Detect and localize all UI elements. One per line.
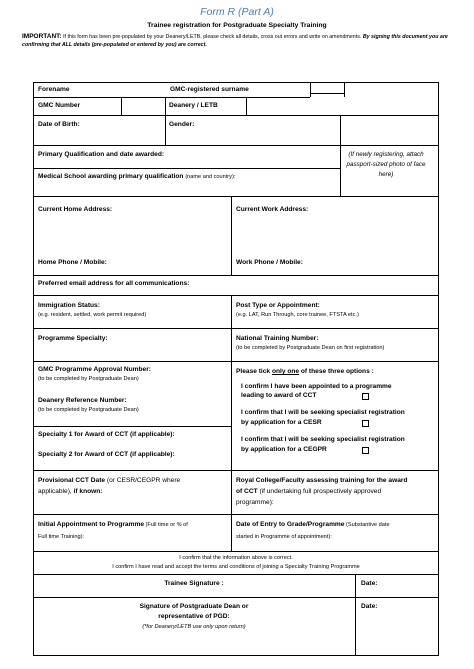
specialty2-label: Specialty 2 for Award of CCT (if applicable): (38, 451, 175, 458)
gmc-surname-label: GMC-registered surname (170, 86, 249, 93)
home-phone-label: Home Phone / Mobile: (38, 259, 107, 266)
option-cegpr-line1: I confirm that I will be seeking specialist registration (241, 436, 405, 443)
deanery-ref-note: (to be completed by Postgraduate Dean) (38, 407, 139, 413)
deanery-label: Deanery / LETB (169, 102, 218, 109)
gender-label: Gender: (169, 121, 195, 128)
prov-cct-note: applicable), if known: (38, 488, 103, 495)
option-cegpr-line2: by application for a CEGPR (241, 446, 327, 453)
option-cegpr-checkbox[interactable] (362, 447, 369, 454)
form-subtitle: Trainee registration for Postgraduate Specialty Training (147, 22, 327, 29)
gmc-number-label: GMC Number (38, 102, 81, 109)
option-cesr-line2: by application for a CESR (241, 419, 322, 426)
trainee-date-label: Date: (361, 580, 378, 587)
option-cesr-checkbox[interactable] (362, 420, 369, 427)
med-school-label: Medical School awarding primary qualification (name and country): (38, 173, 236, 180)
initial-appt-label: Initial Appointment to Programme (Full time or % of (38, 521, 188, 528)
option-cct-line2: leading to award of CCT (241, 392, 317, 399)
royal-college-note: programme): (236, 499, 274, 506)
immigration-note: (e.g. resident, settled, work permit required) (38, 312, 147, 318)
form-title: Form R (Part A) (200, 6, 274, 18)
trainee-signature-label: Trainee Signature : (164, 580, 224, 587)
specialty1-label: Specialty 1 for Award of CCT (if applicable): (38, 431, 175, 438)
important-text: If this form has been pre-populated by your Deanery/LETB, please check all details, cross out errors and write on amendments. (61, 34, 363, 40)
work-phone-label: Work Phone / Mobile: (236, 259, 303, 266)
post-type-note: (e.g. LAT, Run Through, core trainee, FTSTA etc.) (236, 312, 359, 318)
date-entry-note: started in Programme of appointment): (236, 534, 332, 540)
ntn-label: National Training Number: (236, 335, 319, 342)
programme-specialty-label: Programme Specialty: (38, 335, 108, 342)
date-entry-label: Date of Entry to Grade/Programme (Substantive date (236, 521, 390, 528)
ntn-note: (to be completed by Postgraduate Dean on first registration) (236, 345, 385, 351)
forename-label: Forename (38, 86, 70, 93)
royal-college-line2: of CCT (if undertaking full prospectively approved (236, 488, 382, 495)
dean-date-label: Date: (361, 603, 378, 610)
work-address-label: Current Work Address: (236, 206, 309, 213)
confirm-line2: I confirm I have read and accept the terms and conditions of joining a Specialty Training Programme (112, 564, 360, 570)
home-address-label: Current Home Address: (38, 206, 113, 213)
photo-placeholder-note: (If newly registering, attach passport-sized photo of face here) (346, 151, 426, 178)
initial-appt-note: Full time Training): (38, 534, 85, 540)
important-italic: By signing this document you are confirming that ALL details (pre-populated or entered by you) are correct. (22, 34, 448, 48)
dean-signature-line1: Signature of Postgraduate Dean or (139, 603, 249, 610)
option-cct-line1: I confirm I have been appointed to a programme (241, 383, 392, 390)
confirm-line1: I confirm that the information above is correct. (179, 555, 293, 561)
post-type-label: Post Type or Appointment: (236, 302, 320, 309)
important-label: IMPORTANT: (22, 33, 62, 40)
email-label: Preferred email address for all communications: (38, 280, 190, 287)
primary-qual-label: Primary Qualification and date awarded: (38, 151, 165, 158)
prov-cct-label: Provisional CCT Date (or CESR/CEGPR where (38, 477, 181, 484)
gmc-programme-note: (to be completed by Postgraduate Dean) (38, 376, 139, 382)
dob-label: Date of Birth: (38, 121, 80, 128)
tick-instruction: Please tick only one of these three options : (236, 368, 374, 375)
immigration-label: Immigration Status: (38, 302, 100, 309)
dean-use-note: (*for Deanery/LETB use only upon return) (142, 624, 246, 630)
dean-signature-line2: representative of PGD: (158, 613, 230, 620)
royal-college-line1: Royal College/Faculty assessing training for the award (236, 477, 408, 484)
option-cesr-line1: I confirm that I will be seeking specialist registration (241, 409, 405, 416)
gmc-programme-label: GMC Programme Approval Number: (38, 366, 151, 373)
deanery-ref-label: Deanery Reference Number: (38, 397, 127, 404)
option-cct-checkbox[interactable] (362, 393, 369, 400)
important-notice (22, 33, 452, 49)
